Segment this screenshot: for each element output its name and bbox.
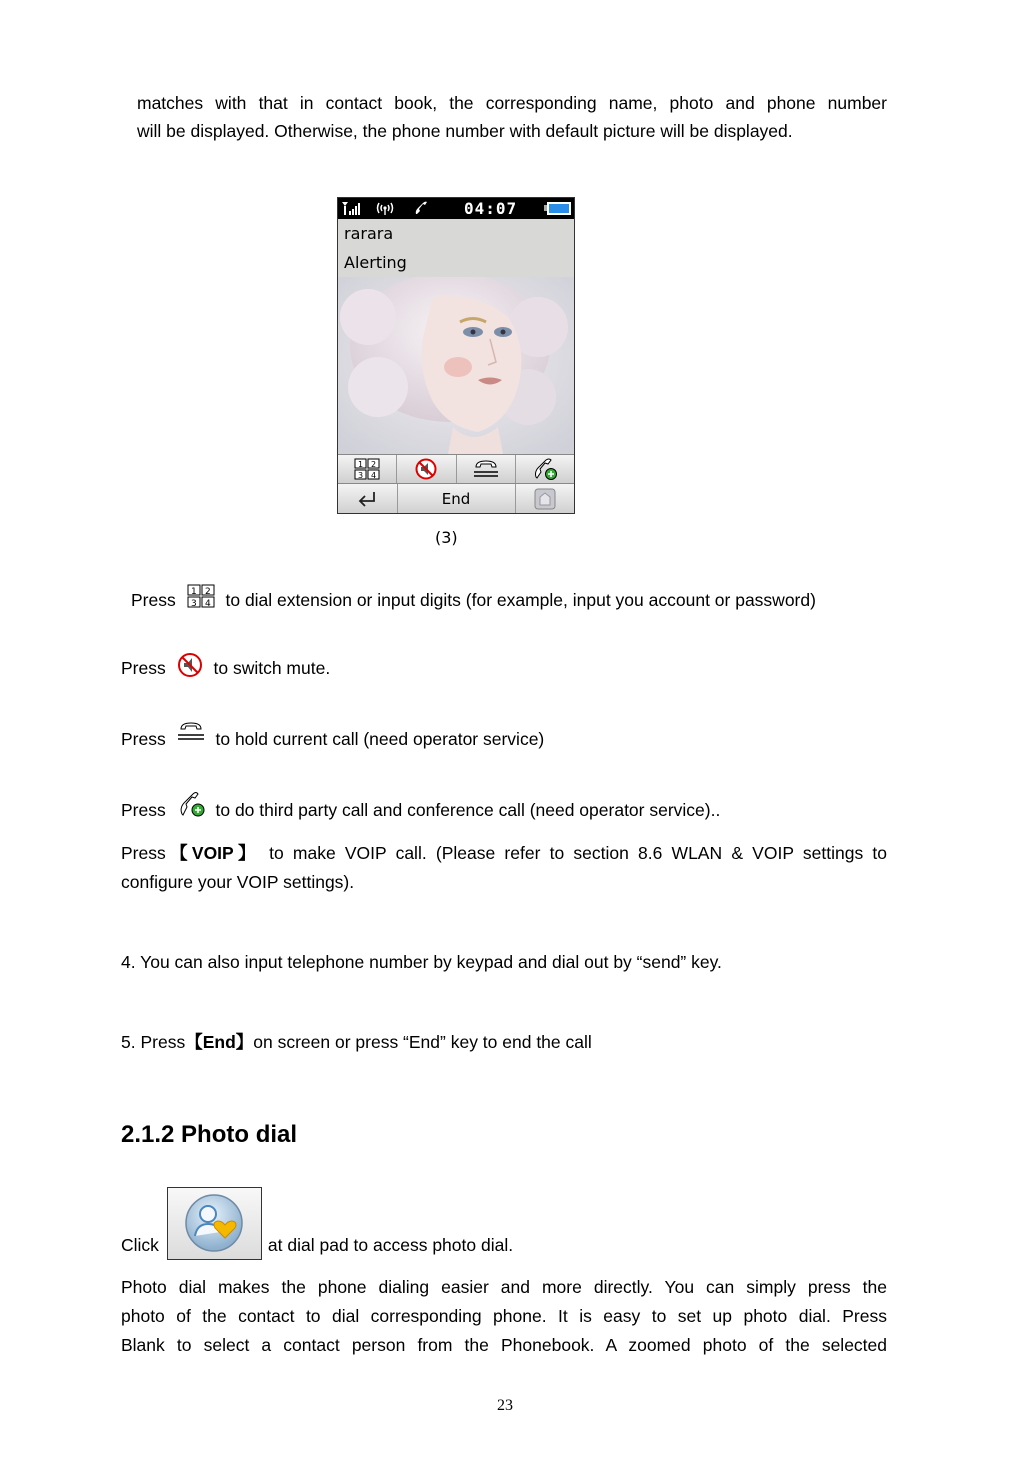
mute-text: to switch mute.	[213, 658, 331, 678]
step-4: 4. You can also input telephone number by keypad and dial out by “send” key.	[121, 952, 722, 972]
body-line-1: Photo dial makes the phone dialing easier and more directly. You can simply press the	[121, 1277, 887, 1297]
section-heading: 2.1.2 Photo dial	[121, 1121, 298, 1148]
back-icon	[356, 490, 378, 508]
end-key: 【End】	[185, 1032, 254, 1052]
figure-caption: (3)	[435, 528, 458, 547]
status-bar	[338, 198, 574, 219]
call-action-bar	[338, 454, 574, 483]
dialpad-text: to dial extension or input digits (for example, input you account or password)	[225, 590, 816, 610]
press-label: Press	[131, 590, 176, 610]
dialpad-instruction	[131, 584, 816, 615]
caller-photo	[338, 277, 574, 454]
body-line-3: Blank to select a contact person from the Phonebook. A zoomed photo of the selected	[121, 1335, 887, 1355]
call-icon	[413, 200, 429, 216]
mute-icon	[415, 458, 437, 480]
svg-text:2: 2	[204, 587, 211, 597]
contact-photo-icon	[168, 1188, 261, 1259]
back-button[interactable]	[338, 484, 398, 514]
hold-instruction	[121, 721, 544, 754]
hold-icon	[473, 459, 499, 479]
call-info-panel	[338, 219, 574, 277]
wlan-icon	[375, 200, 395, 216]
conference-text: to do third party call and conference call (need operator service)..	[215, 800, 721, 820]
press-label: Press	[121, 843, 166, 863]
photo-dial-button[interactable]	[167, 1187, 262, 1260]
voip-instruction-line-2: configure your VOIP settings).	[121, 872, 355, 892]
click-label: Click	[121, 1235, 159, 1255]
intro-line-1: matches with that in contact book, the corresponding name, photo and phone number	[137, 93, 887, 113]
end-call-label: End	[441, 490, 471, 508]
svg-text:3: 3	[358, 471, 364, 480]
step-5-prefix: 5. Press	[121, 1032, 186, 1052]
press-label: Press	[121, 800, 166, 820]
hold-text: to hold current call (need operator service)	[215, 729, 545, 749]
hold-button[interactable]	[457, 455, 516, 483]
conference-icon	[177, 790, 205, 818]
mute-instruction	[121, 652, 330, 683]
intro-line-2: will be displayed. Otherwise, the phone number with default picture will be displayed.	[137, 121, 793, 141]
press-label: Press	[121, 658, 166, 678]
mute-icon	[177, 652, 203, 678]
voip-key: 【VOIP】	[165, 843, 260, 863]
step-5-suffix: on screen or press “End” key to end the call	[253, 1032, 592, 1052]
home-icon	[534, 488, 556, 510]
phone-screenshot	[337, 197, 575, 514]
signal-icon	[341, 201, 363, 216]
mute-button[interactable]	[397, 455, 456, 483]
dialpad-button[interactable]	[338, 455, 397, 483]
status-time: 04:07	[464, 199, 518, 218]
page-number: 23	[497, 1397, 513, 1414]
conference-button[interactable]	[516, 455, 574, 483]
step-5	[121, 1028, 592, 1057]
svg-text:2: 2	[371, 460, 377, 469]
conference-instruction	[121, 790, 720, 825]
call-control-bar	[338, 483, 574, 514]
voip-text: to make VOIP call. (Please refer to section 8.6 WLAN & VOIP settings to	[269, 843, 887, 863]
svg-text:1: 1	[190, 587, 197, 597]
click-suffix: at dial pad to access photo dial.	[267, 1235, 514, 1255]
dialpad-icon	[354, 458, 380, 480]
svg-text:3: 3	[190, 599, 197, 608]
end-call-button[interactable]	[398, 484, 516, 514]
click-instruction	[121, 1180, 513, 1260]
svg-text:4: 4	[204, 599, 211, 608]
voip-instruction-line-1	[121, 839, 887, 868]
body-line-2: photo of the contact to dial corresponding phone. It is easy to set up photo dial. Press	[121, 1306, 887, 1326]
press-label: Press	[121, 729, 166, 749]
call-state: Alerting	[344, 253, 407, 272]
hold-icon	[177, 721, 205, 743]
caller-name: rarara	[344, 224, 394, 243]
conference-icon	[532, 457, 558, 481]
dialpad-icon	[187, 584, 215, 608]
svg-text:4: 4	[371, 471, 377, 480]
svg-text:1: 1	[358, 460, 364, 469]
battery-icon	[544, 201, 572, 216]
home-button[interactable]	[516, 484, 575, 514]
